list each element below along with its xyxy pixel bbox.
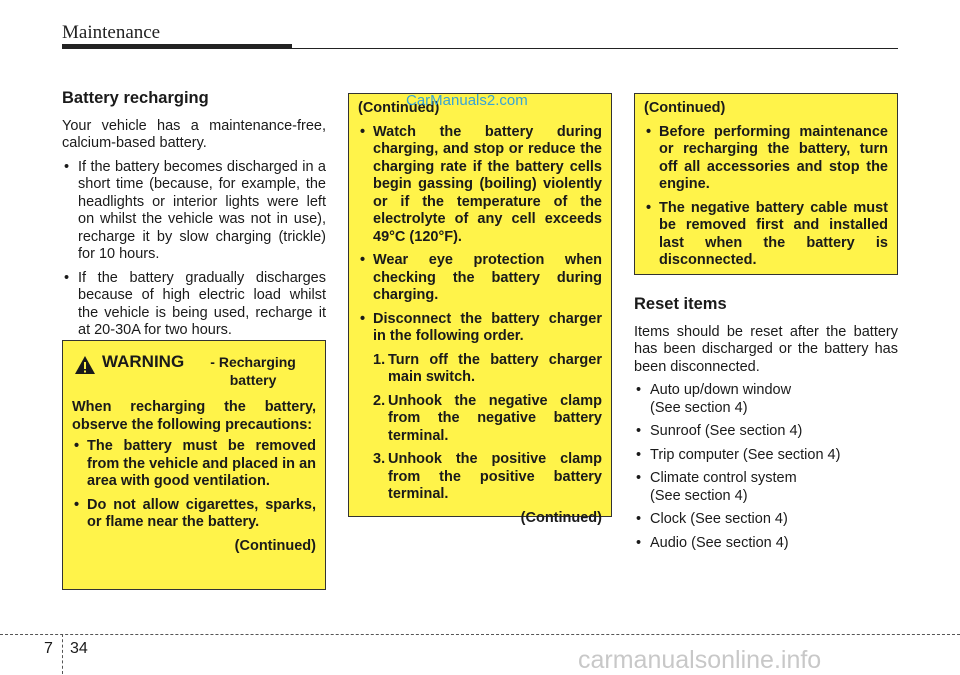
reset-item-name: Clock (See section 4) [650,511,788,527]
reset-item-name: Auto up/down window [650,382,792,398]
step-item [373,451,602,504]
footer-rule [0,634,960,635]
continued-label: (Continued) [644,100,726,116]
middle-bullet-list [358,124,602,346]
disconnect-steps-list [373,352,602,504]
warning-subtitle: - Recharging battery [210,354,296,388]
battery-bullet-list [62,159,326,340]
section-heading-battery-recharging: Battery recharging [62,89,209,107]
list-item: • Wear eye protection when checking the battery during charging. [358,252,602,305]
right-bullet-list [644,124,888,270]
reset-item-ref: (See section 4) [650,399,748,416]
warning-bullet-list [72,438,316,532]
continued-label: (Continued) [520,509,602,526]
battery-intro-text: Your vehicle has a maintenance-free, calcium-based battery. [62,117,326,151]
reset-items-list [634,382,898,552]
warning-triangle-icon [74,355,96,375]
caution-box-middle [348,93,612,526]
reset-item-name: Audio (See section 4) [650,534,789,551]
reset-item-name: Trip computer (See section 4) [650,446,841,463]
list-item: • The negative battery cable must be removed first and installed last when the battery is disconnected. [644,200,888,270]
list-item: • Disconnect the battery charger in the following order. [358,311,602,346]
watermark-top: CarManuals2.com [406,92,528,109]
header-rule-thick [62,44,292,49]
watermark-bottom: carmanualsonline.info [578,646,822,674]
reset-items-section [634,296,898,558]
page-header-title: Maintenance [62,22,161,43]
chapter-number: 7 [44,640,53,657]
list-item [634,535,898,553]
list-item [634,423,898,441]
list-item: • Watch the battery during charging, and stop or reduce the charging rate if the battery cells begin gassing (boiling) violently or if the temperature of the electrolyte of any cell exceeds 49°C (120°F). [358,124,602,247]
list-item: • The battery must be removed from the vehicle and placed in an area with good ventilation. [72,438,316,491]
reset-item-name: Climate control system [650,470,797,486]
list-item [634,511,898,529]
reset-item-ref: (See section 4) [650,487,748,504]
step-number: 2. [373,392,386,409]
step-number: 3. [373,451,386,467]
list-item: • If the battery becomes discharged in a short time (because, for example, the headlights or interior lights were left on whilst the vehicle was not in use), recharge it by slow charging (trickle) for 10 hours. [62,159,326,264]
step-text: Turn off the battery charger main switch. [388,351,602,385]
warning-word: WARNING [102,352,185,371]
reset-intro-text: Items should be reset after the battery has been discharged or the battery has been disconnected. [634,323,898,375]
step-text: Unhook the negative clamp from the negative battery terminal. [388,392,602,444]
step-item [373,352,602,387]
caution-box-right [634,93,898,275]
battery-recharging-section [62,90,326,346]
page-number: 34 [70,640,88,657]
continued-label: (Continued) [234,537,316,554]
warning-box [62,340,326,590]
step-number: 1. [373,351,386,368]
warning-header [72,353,316,389]
section-heading-reset-items: Reset items [634,295,727,313]
list-item [634,470,898,505]
list-item: • If the battery gradually discharges because of high electric load whilst the vehicle is being used, recharge it at 20-30A for two hours. [62,270,326,340]
warning-intro: When recharging the battery, observe the following precautions: [72,399,316,433]
list-item: • Before performing maintenance or recharging the battery, turn off all accessories and stop the engine. [644,124,888,194]
footer-divider [62,634,63,674]
list-item [634,447,898,465]
step-item [373,393,602,446]
list-item: • Do not allow cigarettes, sparks, or flame near the battery. [72,497,316,532]
continued-label: (Continued) [358,100,440,116]
list-item [634,382,898,417]
reset-item-name: Sunroof (See section 4) [650,423,803,439]
header-rule-thin [292,48,898,49]
step-text: Unhook the positive clamp from the positive battery terminal. [388,451,602,502]
